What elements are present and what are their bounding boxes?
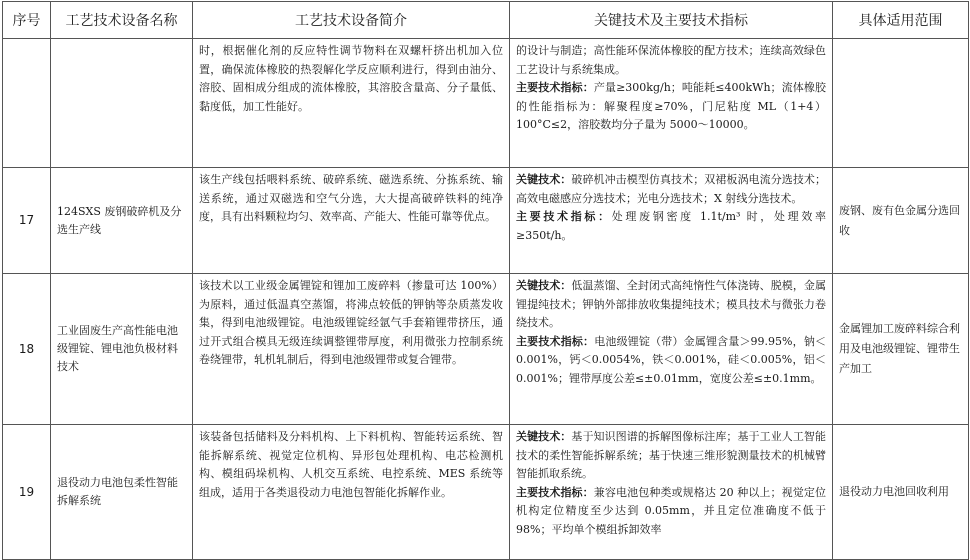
row-description: [193, 168, 510, 274]
row-scope: 废钢、废有色金属分选回收: [833, 168, 969, 274]
indicator-text: 产量≥300kg/h；吨能耗≤400kWh；流体橡胶的性能指标为：解聚程度≥70%，门尼粘度 ML（1+4）100°C≤2，溶胶数均分子量为 5000～10000。: [516, 81, 827, 132]
indicator-paragraph: [516, 333, 826, 389]
row-name: [51, 39, 193, 168]
row-key-tech: [510, 274, 833, 425]
description-text: 该技术以工业级金属锂锭和锂加工废碎料（掺量可达 100%）为原料，通过低温真空蒸馏，将沸点较低的钾钠等杂质蒸发收集，得到电池级锂锭。电池级锂锭经氩气手套箱锂带挤压，通过开式组合模具无级连续调整锂带厚度，利用微张力控制系统卷绕锂带，轧机轧制后，得到电池级锂带或复合锂带。: [199, 279, 503, 367]
key-tech-text: 低温蒸馏、全封闭式高纯惰性气体浇铸、脱模，金属锂提纯技术；钾钠外部排放收集提纯技术；模具技术与微张力卷绕技术。: [516, 279, 827, 330]
header-name: 工艺技术设备名称: [51, 2, 193, 39]
row-key-tech: [510, 425, 833, 560]
row-description: [193, 425, 510, 560]
table-row-continued: [3, 39, 969, 168]
key-tech-paragraph: [516, 171, 826, 208]
indicator-label: 主要技术指标：: [516, 334, 595, 348]
row-name: 工业固废生产高性能电池级锂锭、锂电池负极材料技术: [51, 274, 193, 425]
indicator-label: 主要技术指标：: [516, 485, 594, 499]
header-row: [3, 2, 969, 39]
row-number: 17: [3, 168, 51, 274]
row-name: 退役动力电池包柔性智能拆解系统: [51, 425, 193, 560]
description-text: 该生产线包括喂料系统、破碎系统、磁选系统、分拣系统、输送系统，通过双磁选和空气分选，大大提高破碎铁料的纯净度，具有出料颗粒均匀、效率高、产能大、性能可靠等优点。: [199, 173, 503, 224]
key-tech-paragraph: [516, 428, 826, 484]
tech-equipment-table: [2, 1, 969, 560]
key-tech-paragraph: [516, 277, 826, 333]
row-scope: 金属锂加工废碎料综合利用及电池级锂锭、锂带生产加工: [833, 274, 969, 425]
indicator-label: 主要技术指标：: [516, 210, 612, 224]
header-no: 序号: [3, 2, 51, 39]
key-tech-text: 基于知识图谱的拆解图像标注库；基于工业人工智能技术的柔性智能拆解系统；基于快速三维形貌测量技术的机械臂智能抓取系统。: [516, 430, 827, 481]
indicator-paragraph: [516, 208, 826, 245]
key-tech-label: 关键技术：: [516, 430, 572, 443]
key-tech-text: 破碎机冲击模型仿真技术；双裙板涡电流分选技术；高效电磁感应分选技术；光电分选技术；X 射线分选技术。: [516, 173, 827, 205]
indicator-text: 处理废钢密度 1.1t/m³ 时，处理效率≥350t/h。: [516, 210, 827, 242]
row-key-tech: [510, 168, 833, 274]
row-number: 18: [3, 274, 51, 425]
row-scope: 退役动力电池回收利用: [833, 425, 969, 560]
key-tech-text: 的设计与制造；高性能环保流体橡胶的配方技术；连续高效绿色工艺设计与系统集成。: [516, 44, 826, 76]
row-key-tech: [510, 39, 833, 168]
indicator-paragraph: [516, 484, 826, 540]
indicator-paragraph: [516, 79, 826, 135]
key-tech-paragraph: [516, 42, 826, 79]
key-tech-label: 关键技术：: [516, 173, 572, 186]
row-description: [193, 39, 510, 168]
header-desc: 工艺技术设备简介: [193, 2, 510, 39]
table-row-18: [3, 274, 969, 425]
description-text: 该装备包括储料及分料机构、上下料机构、智能转运系统、智能拆解系统、视觉定位机构、异形包处理机构、电芯检测机构、模组码垛机构、人机交互系统、电控系统、MES 系统等组成，适用于各类退役动力电池包智能化拆解作业。: [199, 430, 503, 499]
description-text: 时，根据催化剂的反应特性调节物料在双螺杆挤出机加入位置，确保流体橡胶的热裂解化学反应顺利进行，得到由油分、溶胶、固相成分组成的流体橡胶，其溶胶含量高、分子量低、黏度低，加工性能好。: [199, 44, 503, 113]
table-row-17: [3, 168, 969, 274]
key-tech-label: 关键技术：: [516, 279, 572, 292]
row-scope: [833, 39, 969, 168]
indicator-text: 电池级锂锭（带）金属锂含量＞99.95%，钠＜0.001%，钙＜0.0054%，铁＜0.001%，硅＜0.005%，铝＜0.001%；锂带厚度公差≤±0.01mm，宽度公差≤±0.1mm。: [516, 334, 826, 385]
indicator-text: 兼容电池包种类或规格达 20 种以上；视觉定位机构定位精度至少达到 0.05mm，并且定位准确度不低于 98%；平均单个模组拆卸效率: [516, 485, 826, 536]
indicator-label: 主要技术指标：: [516, 81, 594, 95]
header-scope: 具体适用范围: [833, 2, 969, 39]
row-description: [193, 274, 510, 425]
header-key: 关键技术及主要技术指标: [510, 2, 833, 39]
row-number: 19: [3, 425, 51, 560]
table-row-19: [3, 425, 969, 560]
row-name: 124SXS 废钢破碎机及分选生产线: [51, 168, 193, 274]
row-number: [3, 39, 51, 168]
